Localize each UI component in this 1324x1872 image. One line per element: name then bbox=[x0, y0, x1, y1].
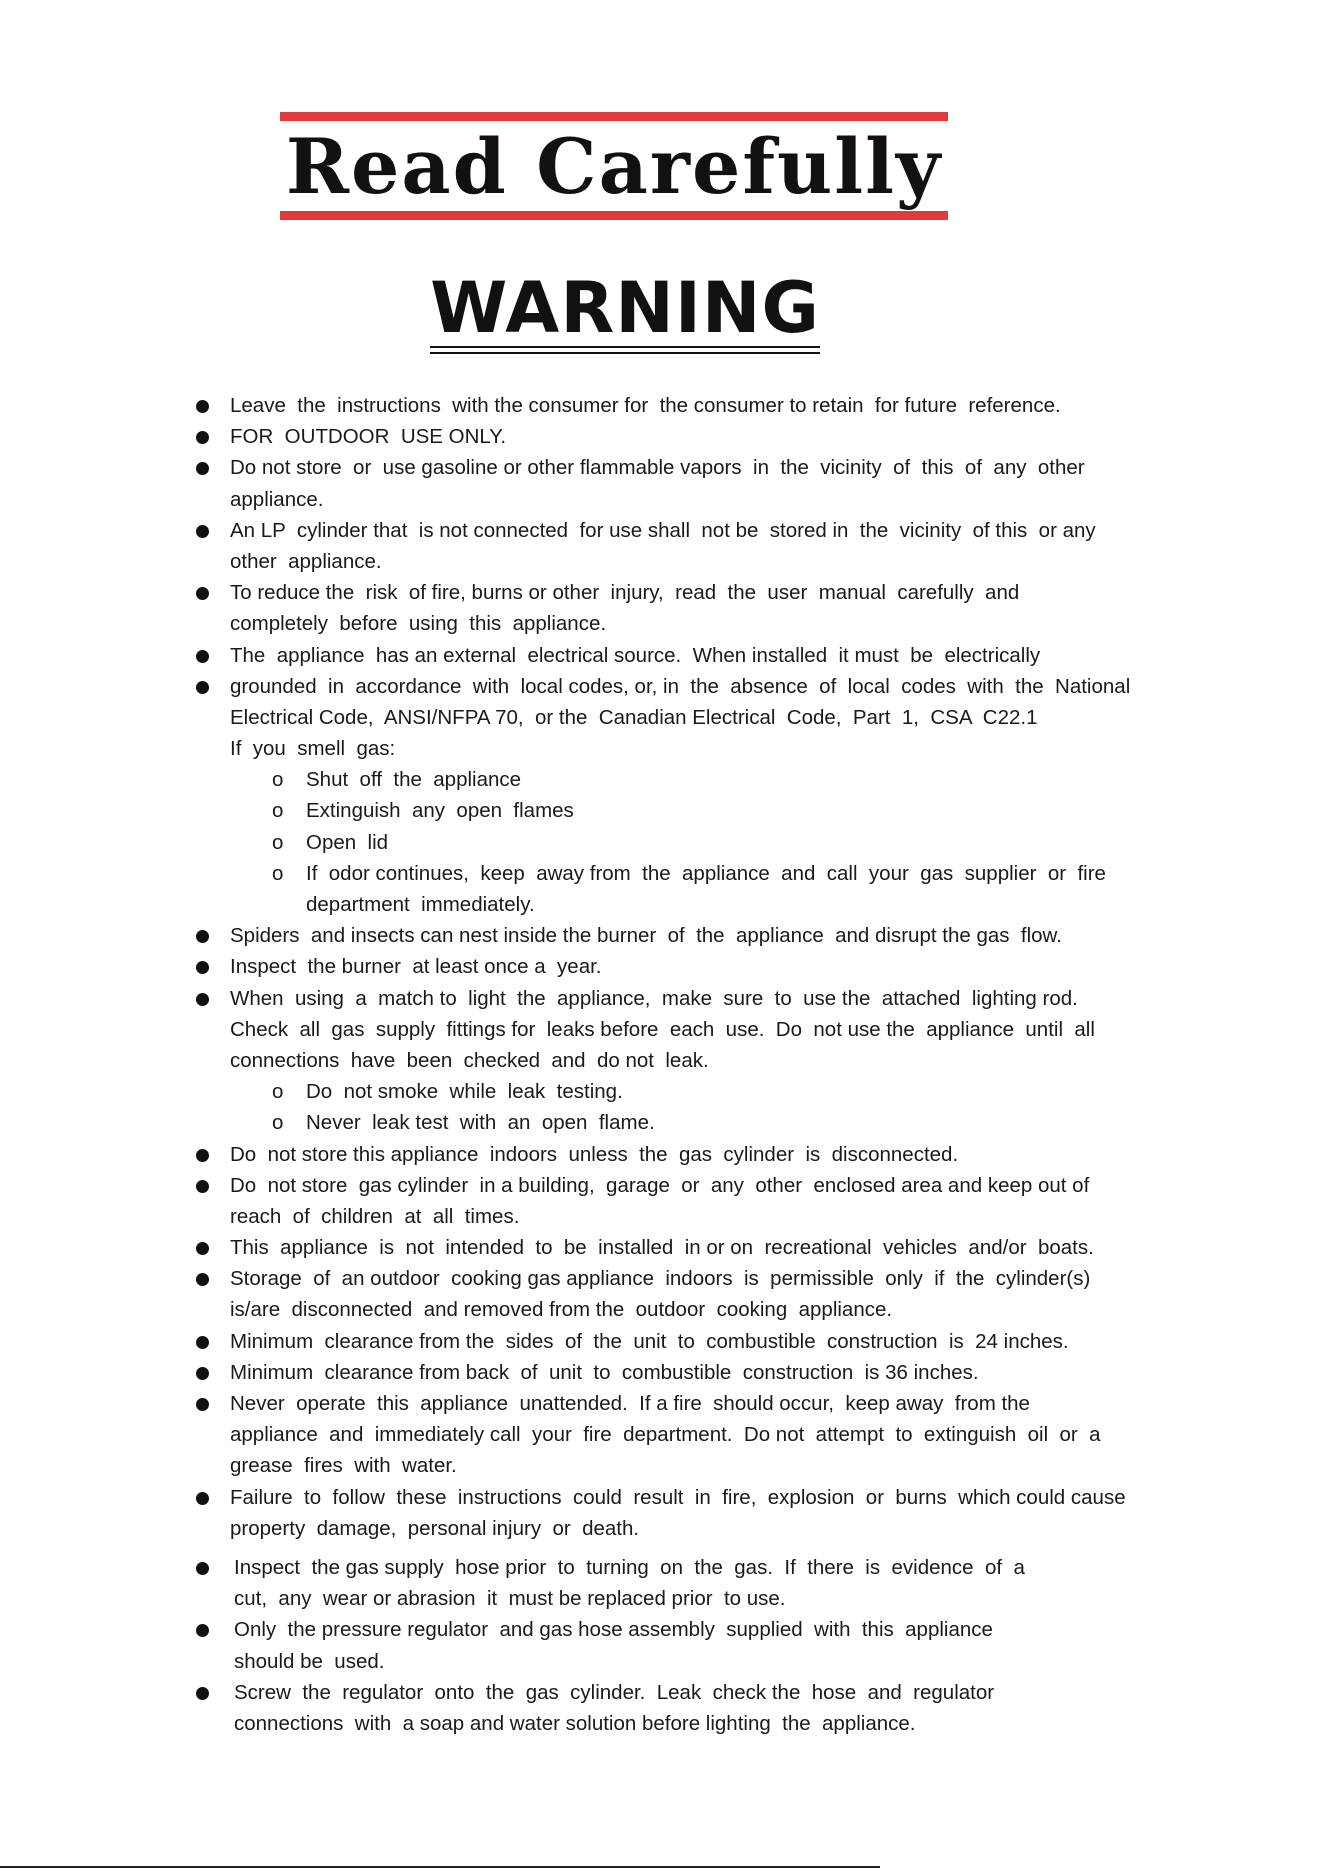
bullet-icon bbox=[196, 993, 209, 1006]
sub-bullet-icon: o bbox=[272, 799, 284, 823]
list-item-continuation bbox=[196, 608, 1196, 639]
list-item-text: When using a match to light the appliance, make sure to use the attached lighting rod. bbox=[230, 986, 1078, 1010]
list-item bbox=[196, 640, 1196, 671]
list-item bbox=[196, 1552, 1196, 1583]
list-item bbox=[196, 671, 1196, 702]
list-item-text: Never leak test with an open flame. bbox=[306, 1111, 655, 1135]
list-item-continuation bbox=[196, 1294, 1196, 1325]
list-item-text: Do not store this appliance indoors unless the gas cylinder is disconnected. bbox=[230, 1142, 959, 1166]
list-item bbox=[196, 1677, 1196, 1708]
list-item-text: appliance. bbox=[230, 487, 324, 511]
list-item-text: Storage of an outdoor cooking gas appliance indoors is permissible only if the cylinder(s) bbox=[230, 1267, 1091, 1291]
list-item-continuation bbox=[196, 1708, 1196, 1739]
warning-list bbox=[196, 390, 1196, 1739]
list-item-text: Do not smoke while leak testing. bbox=[306, 1080, 623, 1104]
list-item-text: should be used. bbox=[234, 1649, 385, 1673]
list-item-text: Electrical Code, ANSI/NFPA 70, or the Canadian Electrical Code, Part 1, CSA C22.1 bbox=[230, 705, 1038, 729]
list-item-text: The appliance has an external electrical source. When installed it must be electrically bbox=[230, 643, 1041, 667]
bullet-icon bbox=[196, 1492, 209, 1505]
list-item-text: grease fires with water. bbox=[230, 1454, 457, 1478]
list-item-continuation bbox=[196, 1513, 1196, 1544]
read-carefully-banner bbox=[280, 112, 948, 222]
list-item-continuation bbox=[196, 702, 1196, 733]
list-item-text: Do not store or use gasoline or other flammable vapors in the vicinity of this of any other bbox=[230, 456, 1085, 480]
bullet-icon bbox=[196, 1367, 209, 1380]
list-item bbox=[196, 1357, 1196, 1388]
sub-list-item bbox=[196, 1107, 1196, 1138]
list-item-continuation bbox=[196, 1419, 1196, 1450]
list-item-continuation bbox=[196, 1450, 1196, 1481]
bullet-icon bbox=[196, 1242, 209, 1255]
bullet-icon bbox=[196, 1562, 209, 1575]
warning-title: WARNING bbox=[430, 267, 820, 349]
sub-bullet-icon: o bbox=[272, 1080, 284, 1104]
bullet-icon bbox=[196, 1336, 209, 1349]
list-item-text: Extinguish any open flames bbox=[306, 799, 574, 823]
list-item bbox=[196, 920, 1196, 951]
sub-list-item bbox=[196, 764, 1196, 795]
list-item bbox=[196, 1614, 1196, 1645]
list-item-text: Leave the instructions with the consumer for the consumer to retain for future reference. bbox=[230, 394, 1061, 417]
list-item-text: This appliance is not intended to be installed in or on recreational vehicles and/or boats. bbox=[230, 1236, 1094, 1260]
list-item-continuation bbox=[196, 484, 1196, 515]
warning-heading bbox=[430, 267, 820, 354]
banner-title: Read Carefully bbox=[285, 122, 943, 211]
bullet-icon bbox=[196, 1180, 209, 1193]
sub-bullet-icon: o bbox=[272, 861, 284, 885]
list-item bbox=[196, 1326, 1196, 1357]
list-item-text: grounded in accordance with local codes, or, in the absence of local codes with the National bbox=[230, 674, 1131, 698]
bullet-icon bbox=[196, 462, 209, 475]
bullet-icon bbox=[196, 1149, 209, 1162]
bullet-icon bbox=[196, 587, 209, 600]
bullet-icon bbox=[196, 525, 209, 538]
list-item-text: Minimum clearance from the sides of the unit to combustible construction is 24 inches. bbox=[230, 1329, 1069, 1353]
group-spacer bbox=[196, 1544, 1196, 1552]
bullet-icon bbox=[196, 681, 209, 694]
list-item-text: Inspect the burner at least once a year. bbox=[230, 955, 602, 979]
sub-list-item-continuation bbox=[196, 889, 1196, 920]
list-item-text: Failure to follow these instructions could result in fire, explosion or burns which could cause bbox=[230, 1485, 1126, 1509]
list-item-text: Check all gas supply fittings for leaks before each use. Do not use the appliance until all bbox=[230, 1017, 1095, 1041]
bullet-icon bbox=[196, 1687, 209, 1700]
bullet-icon bbox=[196, 1624, 209, 1637]
list-item-text: other appliance. bbox=[230, 549, 382, 573]
list-item-text: Open lid bbox=[306, 830, 389, 854]
list-item bbox=[196, 390, 1196, 421]
sub-list-item bbox=[196, 795, 1196, 826]
sub-bullet-icon: o bbox=[272, 830, 284, 854]
sub-bullet-icon: o bbox=[272, 1111, 284, 1135]
banner-bottom-rule bbox=[280, 211, 948, 220]
footer-rule bbox=[0, 1866, 880, 1868]
list-item-text: completely before using this appliance. bbox=[230, 612, 607, 636]
bullet-icon bbox=[196, 431, 209, 444]
list-item-continuation bbox=[196, 733, 1196, 764]
list-item bbox=[196, 1263, 1196, 1294]
list-item-text: Do not store gas cylinder in a building, garage or any other enclosed area and keep out of bbox=[230, 1173, 1090, 1197]
list-item-text: appliance and immediately call your fire department. Do not attempt to extinguish oil or a bbox=[230, 1423, 1101, 1447]
list-item bbox=[196, 983, 1196, 1014]
list-item bbox=[196, 1170, 1196, 1201]
list-item-text: department immediately. bbox=[306, 893, 535, 916]
bullet-icon bbox=[196, 650, 209, 663]
list-item-text: reach of children at all times. bbox=[230, 1204, 520, 1228]
list-item-continuation bbox=[196, 1583, 1196, 1614]
list-item bbox=[196, 577, 1196, 608]
list-item-text: connections with a soap and water solution before lighting the appliance. bbox=[234, 1711, 916, 1735]
list-item-continuation bbox=[196, 1201, 1196, 1232]
bullet-icon bbox=[196, 961, 209, 974]
warning-list-group-1 bbox=[196, 390, 1196, 1544]
list-item-continuation bbox=[196, 1014, 1196, 1045]
warning-list-group-2 bbox=[196, 1552, 1196, 1739]
banner-top-rule bbox=[280, 112, 948, 121]
list-item bbox=[196, 951, 1196, 982]
list-item bbox=[196, 421, 1196, 452]
bullet-icon bbox=[196, 930, 209, 943]
list-item-text: To reduce the risk of fire, burns or other injury, read the user manual carefully and bbox=[230, 581, 1020, 605]
list-item-continuation bbox=[196, 1045, 1196, 1076]
sub-list-item bbox=[196, 858, 1196, 889]
list-item-text: cut, any wear or abrasion it must be replaced prior to use. bbox=[234, 1587, 786, 1611]
list-item-text: If you smell gas: bbox=[230, 737, 396, 761]
list-item-text: If odor continues, keep away from the appliance and call your gas supplier or fire bbox=[306, 861, 1106, 885]
sub-bullet-icon: o bbox=[272, 768, 284, 792]
bullet-icon bbox=[196, 400, 209, 413]
sub-list-item bbox=[196, 1076, 1196, 1107]
list-item bbox=[196, 1388, 1196, 1419]
list-item-text: connections have been checked and do not leak. bbox=[230, 1048, 709, 1072]
list-item-continuation bbox=[196, 1646, 1196, 1677]
list-item bbox=[196, 515, 1196, 546]
bullet-icon bbox=[196, 1398, 209, 1411]
list-item-text: Screw the regulator onto the gas cylinder. Leak check the hose and regulator bbox=[234, 1680, 995, 1704]
bullet-icon bbox=[196, 1273, 209, 1286]
list-item bbox=[196, 1232, 1196, 1263]
list-item-text: Never operate this appliance unattended. If a fire should occur, keep away from the bbox=[230, 1392, 1030, 1415]
list-item bbox=[196, 1482, 1196, 1513]
list-item-text: Minimum clearance from back of unit to combustible construction is 36 inches. bbox=[230, 1360, 979, 1384]
list-item-text: Spiders and insects can nest inside the burner of the appliance and disrupt the gas flow. bbox=[230, 924, 1062, 948]
list-item-text: Only the pressure regulator and gas hose assembly supplied with this appliance bbox=[234, 1618, 993, 1642]
list-item-text: Inspect the gas supply hose prior to turning on the gas. If there is evidence of a bbox=[234, 1555, 1025, 1579]
list-item bbox=[196, 452, 1196, 483]
list-item-text: is/are disconnected and removed from the outdoor cooking appliance. bbox=[230, 1298, 893, 1322]
list-item-text: property damage, personal injury or death. bbox=[230, 1516, 640, 1540]
list-item-text: Shut off the appliance bbox=[306, 768, 522, 792]
list-item bbox=[196, 1139, 1196, 1170]
list-item-continuation bbox=[196, 546, 1196, 577]
list-item-text: FOR OUTDOOR USE ONLY. bbox=[230, 425, 507, 449]
list-item-text: An LP cylinder that is not connected for use shall not be stored in the vicinity of this or any bbox=[230, 518, 1096, 542]
sub-list-item bbox=[196, 827, 1196, 858]
